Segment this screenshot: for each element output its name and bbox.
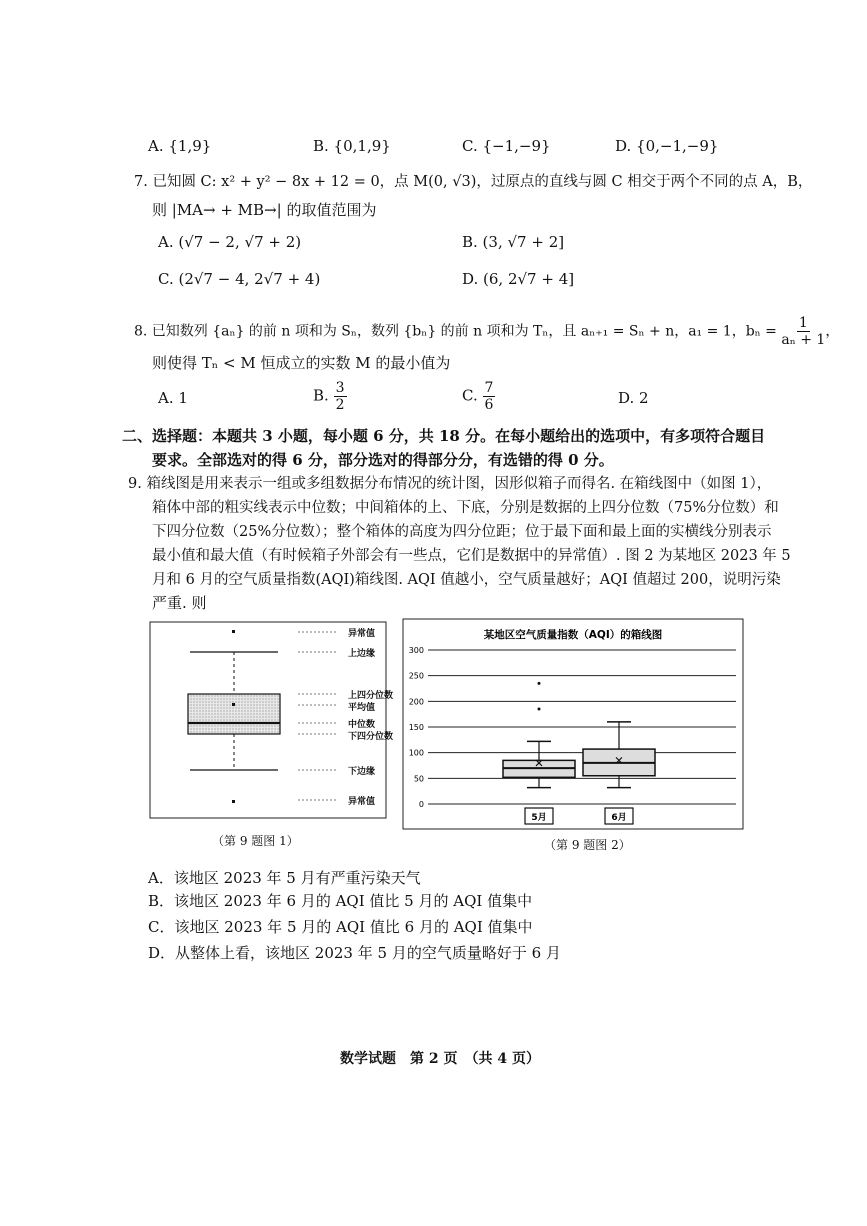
- q6-option-b[interactable]: B. {0,1,9}: [313, 137, 391, 155]
- q8-stem-line1: [134, 315, 839, 348]
- q6-option-d[interactable]: D. {0,−1,−9}: [615, 137, 719, 155]
- q9-stem-line1: 9. 箱线图是用来表示一组或多组数据分布情况的统计图，因形似箱子而得名. 在箱线图中（如图 1），: [128, 476, 772, 492]
- q9-option-b[interactable]: B．该地区 2023 年 6 月的 AQI 值比 5 月的 AQI 值集中: [148, 892, 533, 910]
- q8-option-d[interactable]: D. 2: [618, 389, 649, 407]
- q8-frac-num: 1: [798, 315, 808, 331]
- q9-stem-line2: 箱体中部的粗实线表示中位数；中间箱体的上、下底，分别是数据的上四分位数（75%分位数）和: [152, 500, 779, 516]
- label-outlier-bottom: 异常值: [348, 797, 376, 807]
- q9-option-a[interactable]: A．该地区 2023 年 5 月有严重污染天气: [148, 869, 421, 887]
- label-lower-quartile: 下四分位数: [348, 732, 394, 742]
- label-median: 中位数: [348, 720, 376, 730]
- label-mean: 平均值: [348, 703, 376, 713]
- figure2-aqi-boxplot: [402, 618, 744, 830]
- q9-option-c[interactable]: C．该地区 2023 年 5 月的 AQI 值比 6 月的 AQI 值集中: [148, 918, 533, 936]
- label-upper-whisker: 上边缘: [348, 649, 376, 659]
- outlier-point-1: [538, 708, 541, 711]
- q7-option-a[interactable]: A. (√7 − 2, √7 + 2): [158, 233, 302, 251]
- q7-stem-line1: 7. 已知圆 C: x² + y² − 8x + 12 = 0，点 M(0, √3)，过原点的直线与圆 C 相交于两个不同的点 A，B，: [134, 174, 813, 190]
- q8-option-c-den: 6: [484, 397, 494, 413]
- box-body: [188, 694, 280, 734]
- q9-stem-line4: 最小值和最大值（有时候箱子外部会有一些点，它们是数据中的异常值）. 图 2 为某地区 2023 年 5: [152, 548, 791, 564]
- y-tick-100: 100: [408, 748, 424, 758]
- y-tick-200: 200: [408, 697, 424, 707]
- q8-option-b[interactable]: [313, 380, 347, 413]
- q7-stem-line2: 则 |MA→ + MB→| 的取值范围为: [152, 201, 377, 219]
- y-tick-250: 250: [408, 671, 424, 681]
- q8-fraction-bn: [781, 315, 825, 348]
- q8-option-c-label: C.: [462, 386, 478, 405]
- y-tick-300: 300: [408, 646, 424, 655]
- y-tick-150: 150: [408, 723, 424, 732]
- q8-frac-den: aₙ + 1: [781, 332, 826, 348]
- q8-option-a[interactable]: A. 1: [158, 389, 188, 407]
- label-lower-whisker: 下边缘: [348, 767, 376, 777]
- section2-header-line2: 要求。全部选对的得 6 分，部分选对的得部分分，有选错的得 0 分。: [152, 451, 614, 469]
- q7-option-b[interactable]: B. (3, √7 + 2]: [462, 233, 565, 251]
- label-upper-quartile: 上四分位数: [348, 691, 394, 701]
- q6-option-a[interactable]: A. {1,9}: [148, 137, 212, 155]
- section2-header-line1: 二、选择题：本题共 3 小题，每小题 6 分，共 18 分。在每小题给出的选项中，有多项符合题目: [122, 427, 766, 445]
- q6-option-c[interactable]: C. {−1,−9}: [462, 137, 551, 155]
- q8-stem-line2: 则使得 Tₙ < M 恒成立的实数 M 的最小值为: [152, 354, 451, 372]
- q8-option-b-label: B.: [313, 386, 329, 405]
- q8-option-c-frac: [483, 380, 496, 413]
- page-footer: 数学试题 第 2 页 （共 4 页）: [340, 1051, 540, 1067]
- q9-stem-line6: 严重. 则: [152, 594, 207, 612]
- outlier-bottom-point: [232, 800, 235, 803]
- chart-title: 某地区空气质量指数（AQI）的箱线图: [483, 629, 663, 641]
- figure2-caption: （第 9 题图 2）: [544, 838, 631, 852]
- q8-stem-text: 8. 已知数列 {aₙ} 的前 n 项和为 Sₙ，数列 {bₙ} 的前 n 项和为 Tₙ，且 aₙ₊₁ = Sₙ + n，a₁ = 1，bₙ =: [134, 323, 777, 340]
- q8-option-c[interactable]: [462, 380, 495, 413]
- q9-stem-line5: 月和 6 月的空气质量指数(AQI)箱线图. AQI 值越小，空气质量越好；AQI 值超过 200，说明污染: [152, 572, 781, 588]
- q7-option-d[interactable]: D. (6, 2√7 + 4]: [462, 270, 575, 288]
- q8-option-b-frac: [334, 380, 347, 413]
- q8-option-c-num: 7: [484, 380, 494, 396]
- figure1-caption: （第 9 题图 1）: [212, 834, 299, 848]
- q9-option-d[interactable]: D．从整体上看，该地区 2023 年 5 月的空气质量略好于 6 月: [148, 944, 561, 962]
- category-label: 6月: [611, 813, 627, 823]
- outlier-top-point: [232, 630, 235, 633]
- mean-point: [232, 703, 235, 706]
- q9-stem-line3: 下四分位数（25%分位数）；整个箱体的高度为四分位距；位于最下面和最上面的实横线分别表示: [152, 524, 772, 540]
- category-label: 5月: [531, 813, 547, 823]
- y-tick-0: 0: [418, 800, 424, 809]
- q8-option-b-num: 3: [335, 380, 345, 396]
- outlier-point-2: [538, 682, 541, 685]
- q7-option-c[interactable]: C. (2√7 − 4, 2√7 + 4): [158, 270, 321, 288]
- y-tick-50: 50: [413, 774, 424, 784]
- label-outlier-top: 异常值: [348, 629, 376, 639]
- q8-stem-end: ，: [825, 323, 840, 340]
- q8-option-b-den: 2: [335, 397, 345, 413]
